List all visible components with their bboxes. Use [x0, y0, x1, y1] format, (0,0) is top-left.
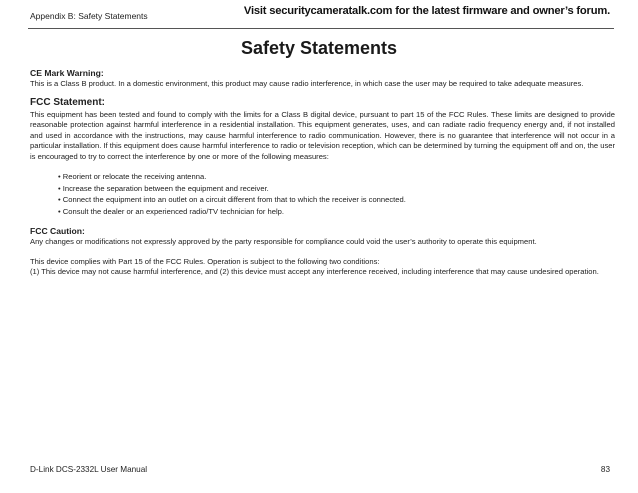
- measures-list: [30, 171, 615, 217]
- footer-page-number: 83: [600, 465, 610, 474]
- ce-heading: CE Mark Warning:: [30, 68, 104, 78]
- page-title: Safety Statements: [240, 38, 398, 58]
- promo-banner: Visit securitycameratalk.com for the latest firmware and owner’s forum.: [243, 5, 610, 17]
- spacer: [30, 162, 615, 171]
- footer-manual-name: D-Link DCS-2332L User Manual: [30, 465, 148, 474]
- list-item: • Reorient or relocate the receiving antenna.: [58, 171, 615, 183]
- page-content: [30, 68, 615, 278]
- list-item: • Connect the equipment into an outlet on a circuit different from that to which the receiver is connected.: [58, 194, 615, 206]
- list-item: • Consult the dealer or an experienced radio/TV technician for help.: [58, 206, 615, 218]
- spacer: [30, 248, 615, 257]
- compliance-line-1: This device complies with Part 15 of the FCC Rules. Operation is subject to the following two conditions:: [30, 256, 380, 266]
- fcc-statement-heading: FCC Statement:: [30, 96, 106, 108]
- section-header: Appendix B: Safety Statements: [30, 11, 148, 21]
- fcc-caution-heading: FCC Caution:: [30, 226, 85, 236]
- ce-text: This is a Class B product. In a domestic environment, this product may cause radio interference, in which case the user may be required to take adequate measures.: [30, 79, 584, 88]
- list-item: • Increase the separation between the equipment and receiver.: [58, 183, 615, 195]
- fcc-caution-text: Any changes or modifications not expressly approved by the party responsible for compliance could void the user’s authority to operate this equipment.: [30, 237, 537, 246]
- spacer: [30, 217, 615, 226]
- compliance-line-2: (1) This device may not cause harmful interference, and (2) this device must accept any interference received, including interference that may cause undesired operation.: [30, 267, 599, 276]
- fcc-statement-text: This equipment has been tested and found to comply with the limits for a Class B digital device, pursuant to part 15 of the FCC Rules. These limits are designed to provide reasonable protection against harmful interference in a residential installation. This equipment generates, uses, and can radiate radio frequency energy and, if not installed and used in accordance with the instructions, may cause harmful interference to radio communication. However, there is no guarantee that interference will not occur in a particular installation. If this equipment does cause harmful interference to radio or television reception, which can be determined by turning the equipment off and on, the user is encouraged to try to correct the interference by one or more of the following measures:: [30, 109, 615, 161]
- header-divider: [28, 28, 614, 29]
